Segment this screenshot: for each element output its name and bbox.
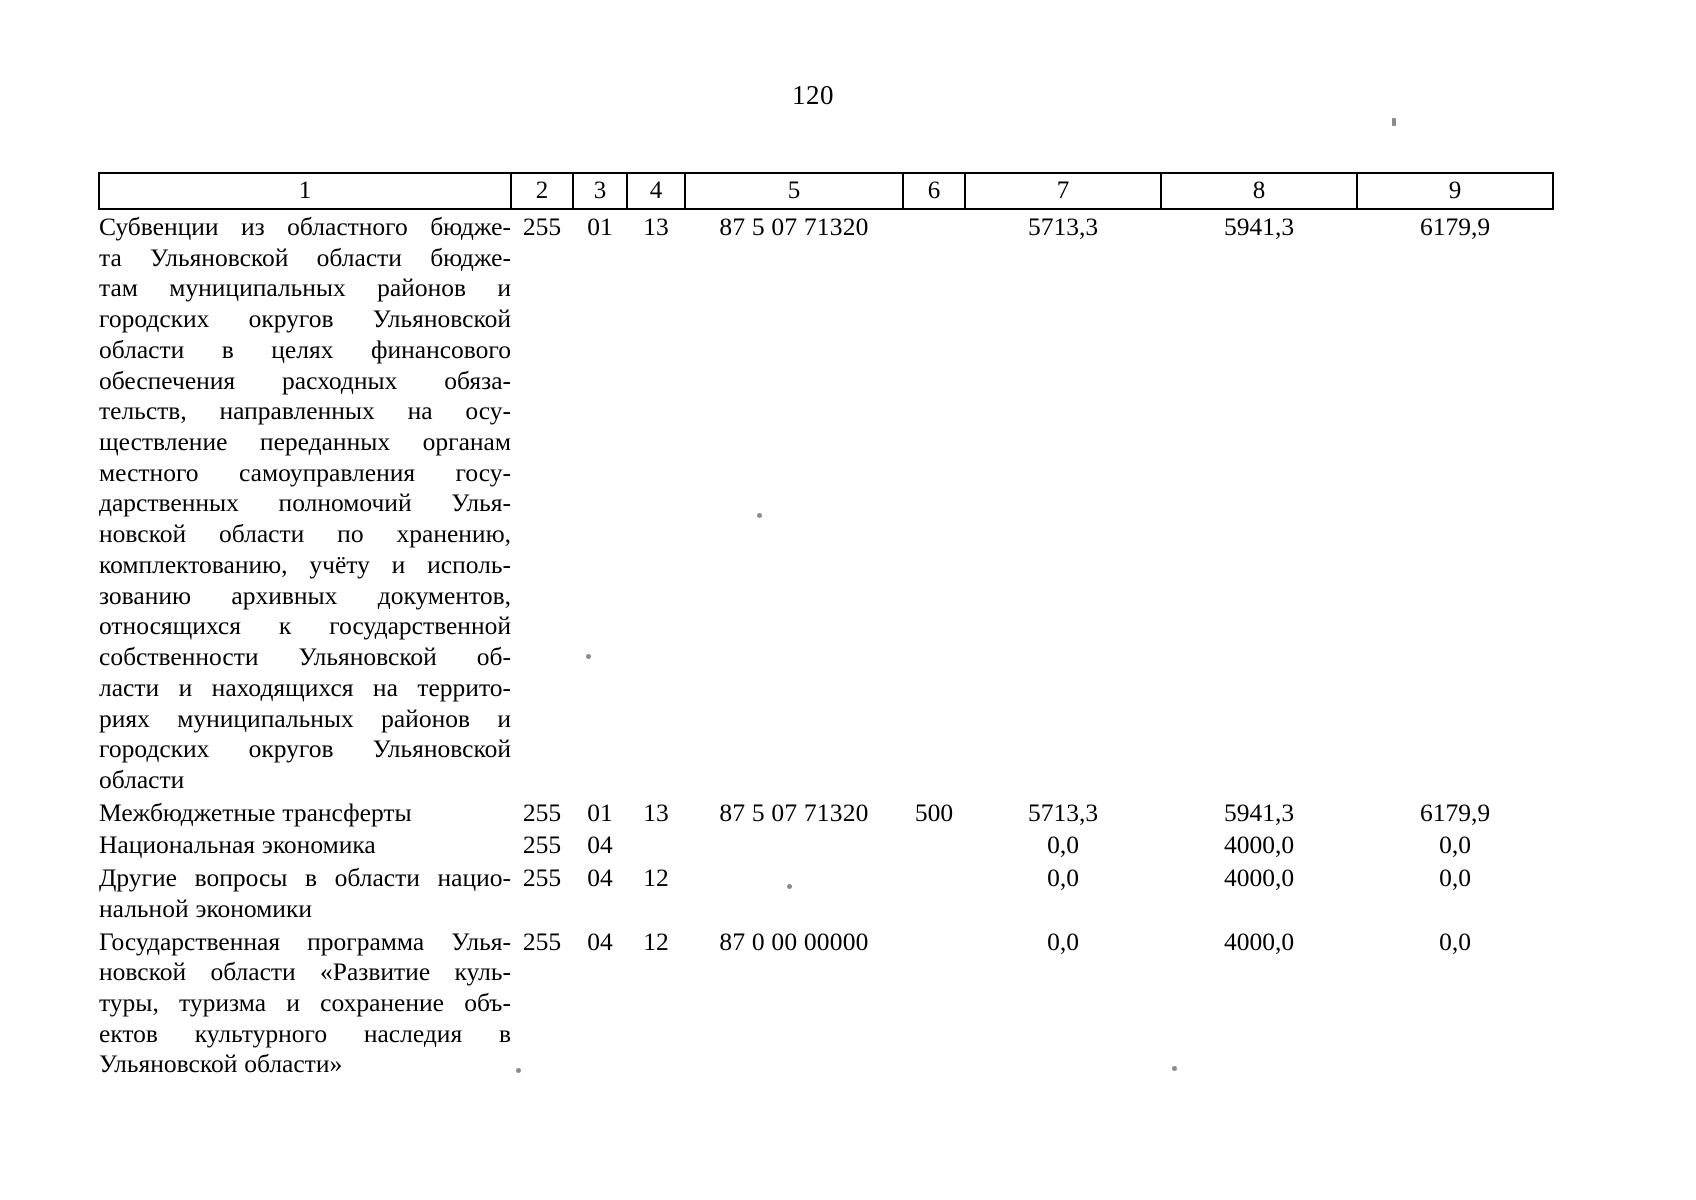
- section-code-cell: 01: [587, 797, 613, 827]
- section-code-cell: 04: [587, 830, 613, 860]
- column-header-6: 6: [903, 173, 965, 209]
- section-code-cell: 04: [587, 863, 613, 893]
- amount-year3-cell: 6179,9: [1419, 797, 1491, 827]
- row-title-line: Ульяновской области»: [99, 1049, 343, 1079]
- row-title-line: городских округов Ульяновской: [99, 304, 511, 334]
- target-article-cell: 87 0 00 00000: [719, 926, 869, 956]
- row-title-line: области в целях финансового: [99, 334, 511, 364]
- row-title-cell: [99, 861, 511, 924]
- row-title-line: новской области «Развитие куль-: [99, 957, 511, 987]
- row-title-line: ласти и находящихся на террито-: [99, 672, 511, 702]
- subsection-code-cell: 13: [643, 797, 669, 827]
- row-title-line: нальной экономики: [99, 893, 312, 923]
- row-title-line: та Ульяновской области бюдже-: [99, 242, 511, 272]
- scan-speck: [1392, 118, 1396, 126]
- table-body: [99, 209, 1553, 1080]
- chapter-code-cell: 255: [522, 926, 562, 956]
- table-row: [99, 861, 1553, 924]
- column-header-2: 2: [511, 173, 573, 209]
- expense-type-cell: 500: [914, 797, 954, 827]
- row-title-line: Национальная экономика: [99, 830, 376, 860]
- row-title-line: Межбюджетные трансферты: [99, 797, 412, 827]
- row-title-line: Другие вопросы в области нацио-: [99, 863, 511, 893]
- amount-year1-cell: 0,0: [1047, 926, 1079, 956]
- row-title-cell: [99, 925, 511, 1081]
- expense-type-cell: [903, 209, 965, 796]
- row-title-line: комплектованию, учёту и исполь-: [99, 549, 511, 579]
- row-title-line: относящихся к государственной: [99, 611, 511, 641]
- expense-type-cell: [903, 828, 965, 861]
- column-header-8: 8: [1161, 173, 1357, 209]
- chapter-code-cell: 255: [522, 830, 562, 860]
- column-header-1: 1: [99, 173, 511, 209]
- target-article-cell: [685, 861, 903, 924]
- row-title-line: Субвенции из областного бюдже-: [99, 212, 511, 241]
- table-row: [99, 209, 1553, 796]
- scan-speck: [586, 654, 591, 659]
- row-title-line: зованию архивных документов,: [99, 580, 511, 610]
- expense-type-cell: [903, 925, 965, 1081]
- row-title-line: собственности Ульяновской об-: [99, 642, 511, 672]
- amount-year3-cell: 0,0: [1439, 926, 1471, 956]
- row-title-line: туры, туризма и сохранение объ-: [99, 987, 511, 1017]
- amount-year3-cell: 0,0: [1439, 830, 1471, 860]
- row-title-line: местного самоуправления госу-: [99, 457, 511, 487]
- table-header-row: [99, 173, 1553, 209]
- section-code-cell: 04: [587, 926, 613, 956]
- table-row: [99, 828, 1553, 861]
- budget-appendix-table: [98, 172, 1554, 1080]
- scan-speck: [516, 1068, 521, 1073]
- subsection-code-cell: 12: [643, 863, 669, 893]
- column-header-3: 3: [573, 173, 627, 209]
- row-title-line: ектов культурного наследия в: [99, 1018, 511, 1048]
- row-title-cell: [99, 828, 511, 861]
- scan-speck: [1172, 1066, 1177, 1071]
- column-header-4: 4: [627, 173, 685, 209]
- row-title-cell: [99, 209, 511, 796]
- row-title-line: тельств, направленных на осу-: [99, 396, 511, 426]
- amount-year1-cell: 0,0: [1047, 830, 1079, 860]
- subsection-code-cell: 12: [643, 926, 669, 956]
- scan-speck: [757, 513, 762, 518]
- row-title-cell: [99, 796, 511, 829]
- column-header-7: 7: [965, 173, 1161, 209]
- row-title-line: риях муниципальных районов и: [99, 703, 511, 733]
- amount-year1-cell: 5713,3: [1027, 212, 1099, 241]
- subsection-code-cell: 13: [643, 212, 669, 241]
- amount-year3-cell: 0,0: [1439, 863, 1471, 893]
- row-title-line: дарственных полномочий Улья-: [99, 488, 511, 518]
- table-row: [99, 796, 1553, 829]
- target-article-cell: 87 5 07 71320: [719, 797, 869, 827]
- page-number: 120: [792, 80, 834, 110]
- scan-speck: [787, 884, 792, 889]
- amount-year1-cell: 0,0: [1047, 863, 1079, 893]
- section-code-cell: 01: [587, 212, 613, 241]
- row-title-line: новской области по хранению,: [99, 519, 511, 549]
- target-article-cell: [685, 828, 903, 861]
- amount-year2-cell: 4000,0: [1223, 863, 1295, 893]
- chapter-code-cell: 255: [522, 797, 562, 827]
- amount-year2-cell: 5941,3: [1223, 212, 1295, 241]
- amount-year3-cell: 6179,9: [1419, 212, 1491, 241]
- amount-year2-cell: 5941,3: [1223, 797, 1295, 827]
- row-title-line: ществление переданных органам: [99, 427, 511, 457]
- row-title-line: Государственная программа Улья-: [99, 926, 511, 956]
- column-header-5: 5: [685, 173, 903, 209]
- target-article-cell: 87 5 07 71320: [719, 212, 869, 241]
- row-title-line: обеспечения расходных обяза-: [99, 365, 511, 395]
- amount-year1-cell: 5713,3: [1027, 797, 1099, 827]
- subsection-code-cell: [627, 828, 685, 861]
- row-title-line: там муниципальных районов и: [99, 273, 511, 303]
- row-title-line: области: [99, 764, 185, 794]
- expense-type-cell: [903, 861, 965, 924]
- chapter-code-cell: 255: [522, 863, 562, 893]
- amount-year2-cell: 4000,0: [1223, 830, 1295, 860]
- row-title-line: городских округов Ульяновской: [99, 734, 511, 764]
- column-header-9: 9: [1357, 173, 1553, 209]
- amount-year2-cell: 4000,0: [1223, 926, 1295, 956]
- table-row: [99, 925, 1553, 1081]
- chapter-code-cell: 255: [522, 212, 562, 241]
